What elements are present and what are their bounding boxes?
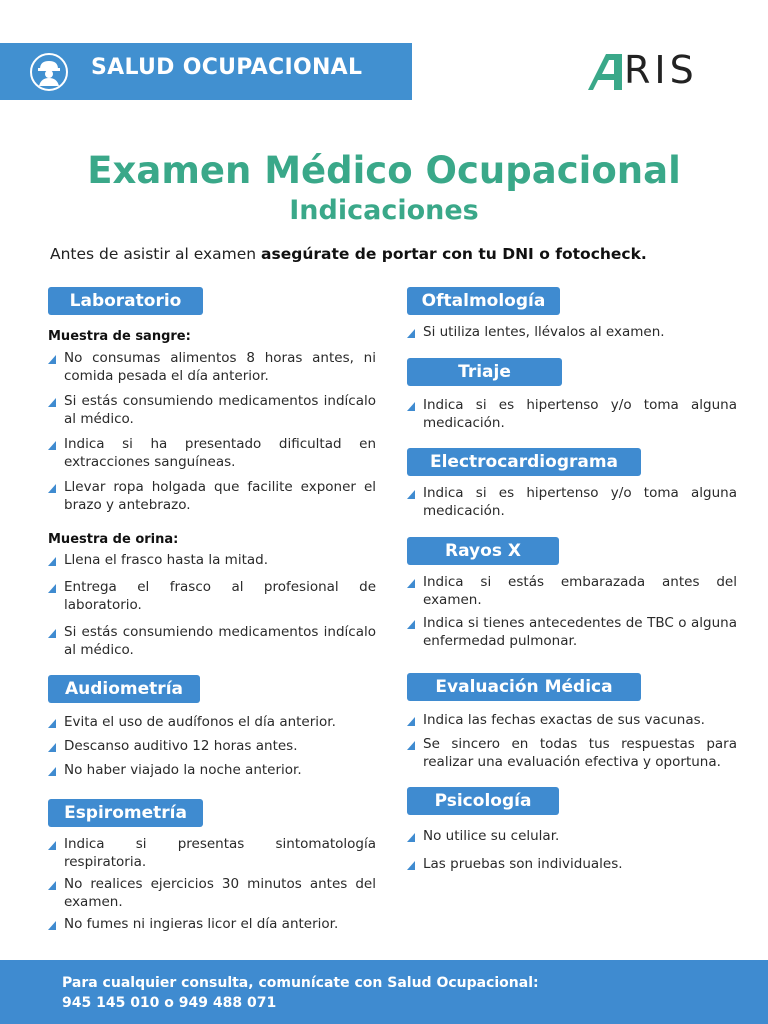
list-item: Las pruebas son individuales. xyxy=(407,855,737,873)
section-psicologia: Psicología xyxy=(407,787,559,815)
section-audiometria: Audiometría xyxy=(48,675,200,703)
page-title: Examen Médico Ocupacional xyxy=(87,149,681,192)
rayos-list xyxy=(407,573,737,650)
list-item: Llena el frasco hasta la mitad. xyxy=(48,551,376,569)
psicologia-list xyxy=(407,827,737,873)
list-item: No fumes ni ingieras licor el día anterior. xyxy=(48,915,376,933)
list-item: No haber viajado la noche anterior. xyxy=(48,761,376,779)
electro-list xyxy=(407,484,737,520)
list-item: Si estás consumiendo medicamentos indícalo al médico. xyxy=(48,392,376,428)
orina-list xyxy=(48,551,376,659)
list-item: No utilice su celular. xyxy=(407,827,737,845)
list-item: Indica si ha presentado dificultad en extracciones sanguíneas. xyxy=(48,435,376,471)
header-band xyxy=(0,43,412,100)
section-espirometria: Espirometría xyxy=(48,799,203,827)
footer-contact-text: Para cualquier consulta, comunícate con Salud Ocupacional: xyxy=(62,975,539,991)
left-column xyxy=(48,287,376,933)
logo-mark-icon xyxy=(588,54,622,90)
espirometria-list xyxy=(48,835,376,933)
list-item: Indica si es hipertenso y/o toma alguna medicación. xyxy=(407,484,737,520)
list-item: Descanso auditivo 12 horas antes. xyxy=(48,737,376,755)
audiometria-list xyxy=(48,713,376,779)
list-item: Indica si presentas sintomatología respiratoria. xyxy=(48,835,376,871)
section-laboratorio: Laboratorio xyxy=(48,287,203,315)
footer-phone-numbers: 945 145 010 o 949 488 071 xyxy=(62,995,277,1011)
list-item: Indica si tienes antecedentes de TBC o alguna enfermedad pulmonar. xyxy=(407,614,737,650)
list-item: Si estás consumiendo medicamentos indícalo al médico. xyxy=(48,623,376,659)
intro-bold: asegúrate de portar con tu DNI o fotocheck. xyxy=(261,245,647,263)
sangre-list xyxy=(48,349,376,514)
evaluacion-list xyxy=(407,711,737,771)
logo-text: RIS xyxy=(624,48,698,92)
list-item: Indica si estás embarazada antes del examen. xyxy=(407,573,737,609)
section-rayos-x: Rayos X xyxy=(407,537,559,565)
list-item: Indica si es hipertenso y/o toma alguna medicación. xyxy=(407,396,737,432)
right-column xyxy=(407,287,737,873)
list-item: No consumas alimentos 8 horas antes, ni comida pesada el día anterior. xyxy=(48,349,376,385)
list-item: Llevar ropa holgada que facilite exponer el brazo y antebrazo. xyxy=(48,478,376,514)
list-item: Se sincero en todas tus respuestas para realizar una evaluación efectiva y oportuna. xyxy=(407,735,737,771)
section-triaje: Triaje xyxy=(407,358,562,386)
list-item: Indica las fechas exactas de sus vacunas. xyxy=(407,711,737,729)
worker-helmet-icon xyxy=(29,52,69,92)
list-item: Evita el uso de audífonos el día anterior. xyxy=(48,713,376,731)
sangre-heading: Muestra de sangre: xyxy=(48,329,191,344)
header-title: SALUD OCUPACIONAL xyxy=(91,55,363,80)
oftalmologia-list xyxy=(407,323,737,341)
list-item: Entrega el frasco al profesional de laboratorio. xyxy=(48,578,376,614)
orina-heading: Muestra de orina: xyxy=(48,532,179,547)
list-item: No realices ejercicios 30 minutos antes del examen. xyxy=(48,875,376,911)
footer-band xyxy=(0,960,768,1024)
intro-plain: Antes de asistir al examen xyxy=(50,245,262,263)
section-evaluacion-medica: Evaluación Médica xyxy=(407,673,641,701)
intro-text xyxy=(50,245,647,263)
section-oftalmologia: Oftalmología xyxy=(407,287,560,315)
triaje-list xyxy=(407,396,737,432)
list-item: Si utiliza lentes, llévalos al examen. xyxy=(407,323,737,341)
page-subtitle: Indicaciones xyxy=(289,195,479,226)
section-electrocardiograma: Electrocardiograma xyxy=(407,448,641,476)
